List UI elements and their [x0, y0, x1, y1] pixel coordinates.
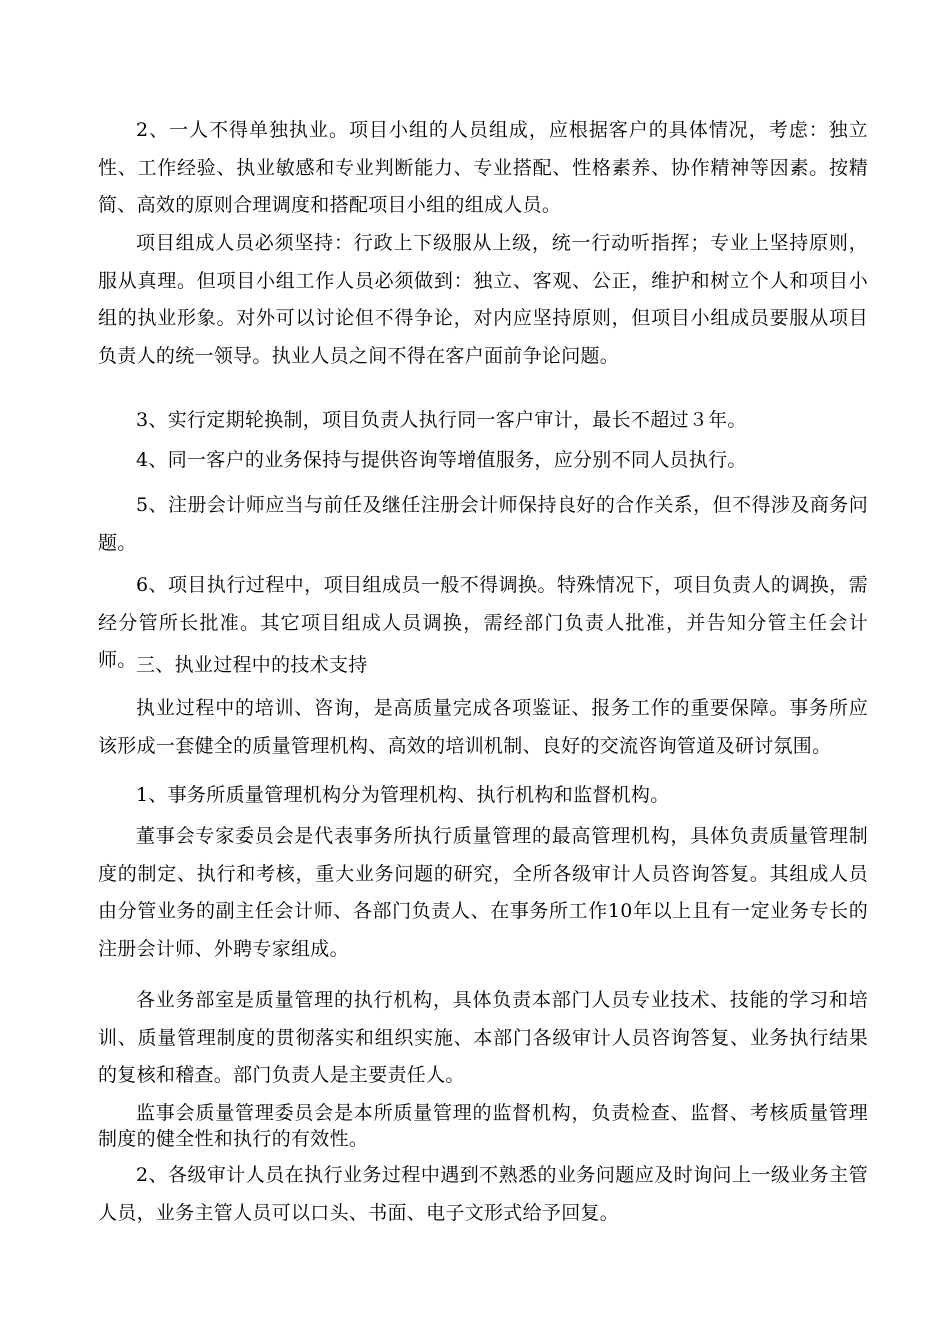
paragraph-one-person-not-alone: 2、一人不得单独执业。项目小组的人员组成，应根据客户的具体情况，考虑：独立性、工作经验、执业敏感和专业判断能力、专业搭配、性格素养、协作精神等因素。按精简、高效的原则合理调度和搭配项目小组的组成人员。 [98, 119, 868, 216]
paragraph-project-members-principles: 项目组成人员必须坚持：行政上下级服从上级，统一行动听指挥；专业上坚持原则，服从真理。但项目小组工作人员必须做到：独立、客观、公正，维护和树立个人和项目小组的执业形象。对外可以讨论但不得争论，对内应坚持原则，但项目小组成员要服从项目负责人的统一领导。执业人员之间不得在客户面前争论问题。 [98, 232, 868, 367]
paragraph-rotation-system: 3、实行定期轮换制，项目负责人执行同一客户审计，最长不超过３年。 [136, 409, 747, 431]
paragraph-supervisory-committee: 监事会质量管理委员会是本所质量管理的监督机构，负责检查、监督、考核质量管理制度的健全性和执行的有效性。 [98, 1102, 868, 1150]
paragraph-predecessor-successor: 5、注册会计师应当与前任及继任注册会计师保持良好的合作关系，但不得涉及商务问题。 [98, 494, 868, 554]
paragraph-quality-organizations: 1、事务所质量管理机构分为管理机构、执行机构和监督机构。 [136, 784, 670, 806]
paragraph-consultation-reply: 2、各级审计人员在执行业务过程中遇到不熟悉的业务问题应及时询问上一级业务主管人员，业务主管人员可以口头、书面、电子文形式给予回复。 [98, 1164, 868, 1224]
paragraph-member-replacement: 6、项目执行过程中，项目组成员一般不得调换。特殊情况下，项目负责人的调换，需经分管所长批准。其它项目组成人员调换，需经部门负责人批准，并告知分管主任会计师。 [98, 574, 868, 671]
paragraph-training-consulting: 执业过程中的培训、咨询，是高质量完成各项鉴证、报务工作的重要保障。事务所应该形成一套健全的质量管理机构、高效的培训机制、良好的交流咨询管道及研讨氛围。 [98, 697, 868, 757]
paragraph-expert-committee: 董事会专家委员会是代表事务所执行质量管理的最高管理机构，具体负责质量管理制度的制定、执行和考核，重大业务问题的研究，全所各级审计人员咨询答复。其组成人员由分管业务的副主任会计师、各部门负责人、在事务所工作10年以上且有一定业务专长的注册会计师、外聘专家组成。 [98, 825, 868, 960]
paragraph-separate-personnel: 4、同一客户的业务保持与提供咨询等增值服务，应分别不同人员执行。 [136, 449, 747, 471]
paragraph-business-departments: 各业务部室是质量管理的执行机构，具体负责本部门人员专业技术、技能的学习和培训、质量管理制度的贯彻落实和组织实施、本部门各级审计人员咨询答复、业务执行结果的复核和稽查。部门负责人是主要责任人。 [98, 989, 868, 1086]
section-heading-technical-support: 三、执业过程中的技术支持 [136, 654, 368, 676]
